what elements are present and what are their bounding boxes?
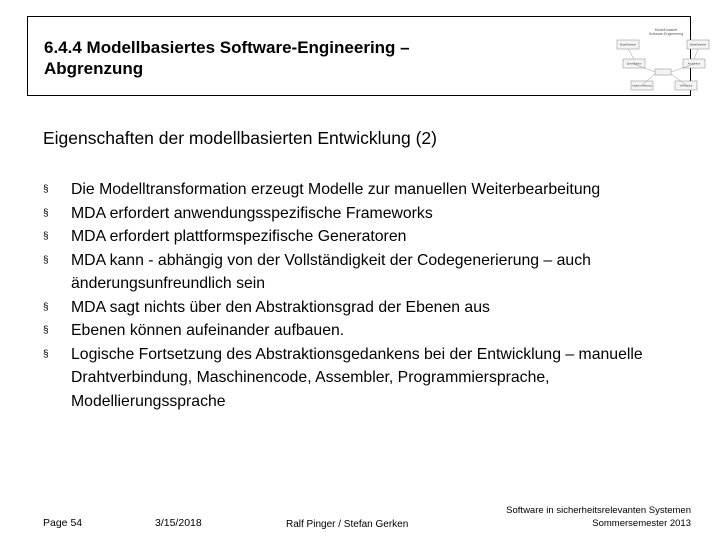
bullet-glyph: § (43, 184, 49, 195)
list-item-text: MDA kann - abhängig von der Vollständigkeit der Codegenerierung – auch änderungsunfreundlich sein (71, 251, 591, 292)
section-subtitle: Eigenschaften der modellbasierten Entwicklung (2) (43, 128, 437, 148)
footer-authors: Ralf Pinger / Stefan Gerken (286, 519, 409, 530)
footer-date: 3/15/2018 (155, 517, 202, 529)
footer-course-line-2: Sommersemester 2013 (592, 518, 691, 529)
list-item-text: MDA erfordert anwendungsspezifische Frameworks (71, 204, 433, 222)
thumb-top-label-1: Modell-basiert (654, 28, 678, 32)
list-item-text: Ebenen können aufeinander aufbauen. (71, 322, 345, 339)
bullet-glyph: § (43, 207, 49, 219)
bullet-glyph: § (43, 348, 49, 360)
thumb-box-label-6: Verifikation (679, 84, 693, 88)
list-item (43, 343, 693, 414)
thumb-box-center (655, 69, 671, 75)
thumb-box-label-2: Modell-basiert (689, 43, 707, 47)
bullet-glyph: § (43, 231, 49, 242)
page-title (44, 37, 410, 79)
list-item (43, 202, 693, 226)
list-item-text: Die Modelltransformation erzeugt Modelle zur manuellen Weiterbearbeitung (71, 181, 601, 198)
bullet-glyph: § (43, 325, 49, 336)
list-item (43, 225, 693, 249)
diagram-thumbnail (613, 26, 713, 108)
list-item (43, 296, 693, 320)
list-item-text: MDA erfordert plattformspezifische Generatoren (71, 228, 407, 245)
list-item (43, 249, 693, 296)
bullet-glyph: § (43, 301, 49, 313)
list-item (43, 319, 693, 343)
title-line-2: Abgrenzung (44, 59, 144, 78)
list-item-text: Logische Fortsetzung des Abstraktionsgedankens bei der Entwicklung – manuelle Drahtverbindung, Maschinencode, Assembler, Programmiersprache, Modellierungssprache (71, 345, 643, 410)
footer-page-number: Page 54 (43, 517, 83, 529)
bullet-glyph: § (43, 254, 49, 266)
list-item (43, 178, 693, 202)
list-item-text: MDA sagt nichts über den Abstraktionsgrad der Ebenen aus (71, 298, 490, 316)
thumb-box-label-4: Architektur (687, 62, 701, 66)
thumb-box-label-3: Spezifikation (626, 62, 642, 66)
thumb-box-label-5: Implementierung (632, 84, 652, 88)
title-line-1: 6.4.4 Modellbasiertes Software-Engineering – (44, 38, 410, 57)
thumb-box-label-1: Modell-basiert (619, 43, 637, 47)
title-box (27, 16, 707, 96)
footer-course-line-1: Software in sicherheitsrelevanten Systemen (506, 505, 691, 516)
footer-course (506, 504, 691, 530)
bullet-list (43, 178, 693, 413)
thumb-top-label-2: Software-Engineering (648, 32, 684, 36)
